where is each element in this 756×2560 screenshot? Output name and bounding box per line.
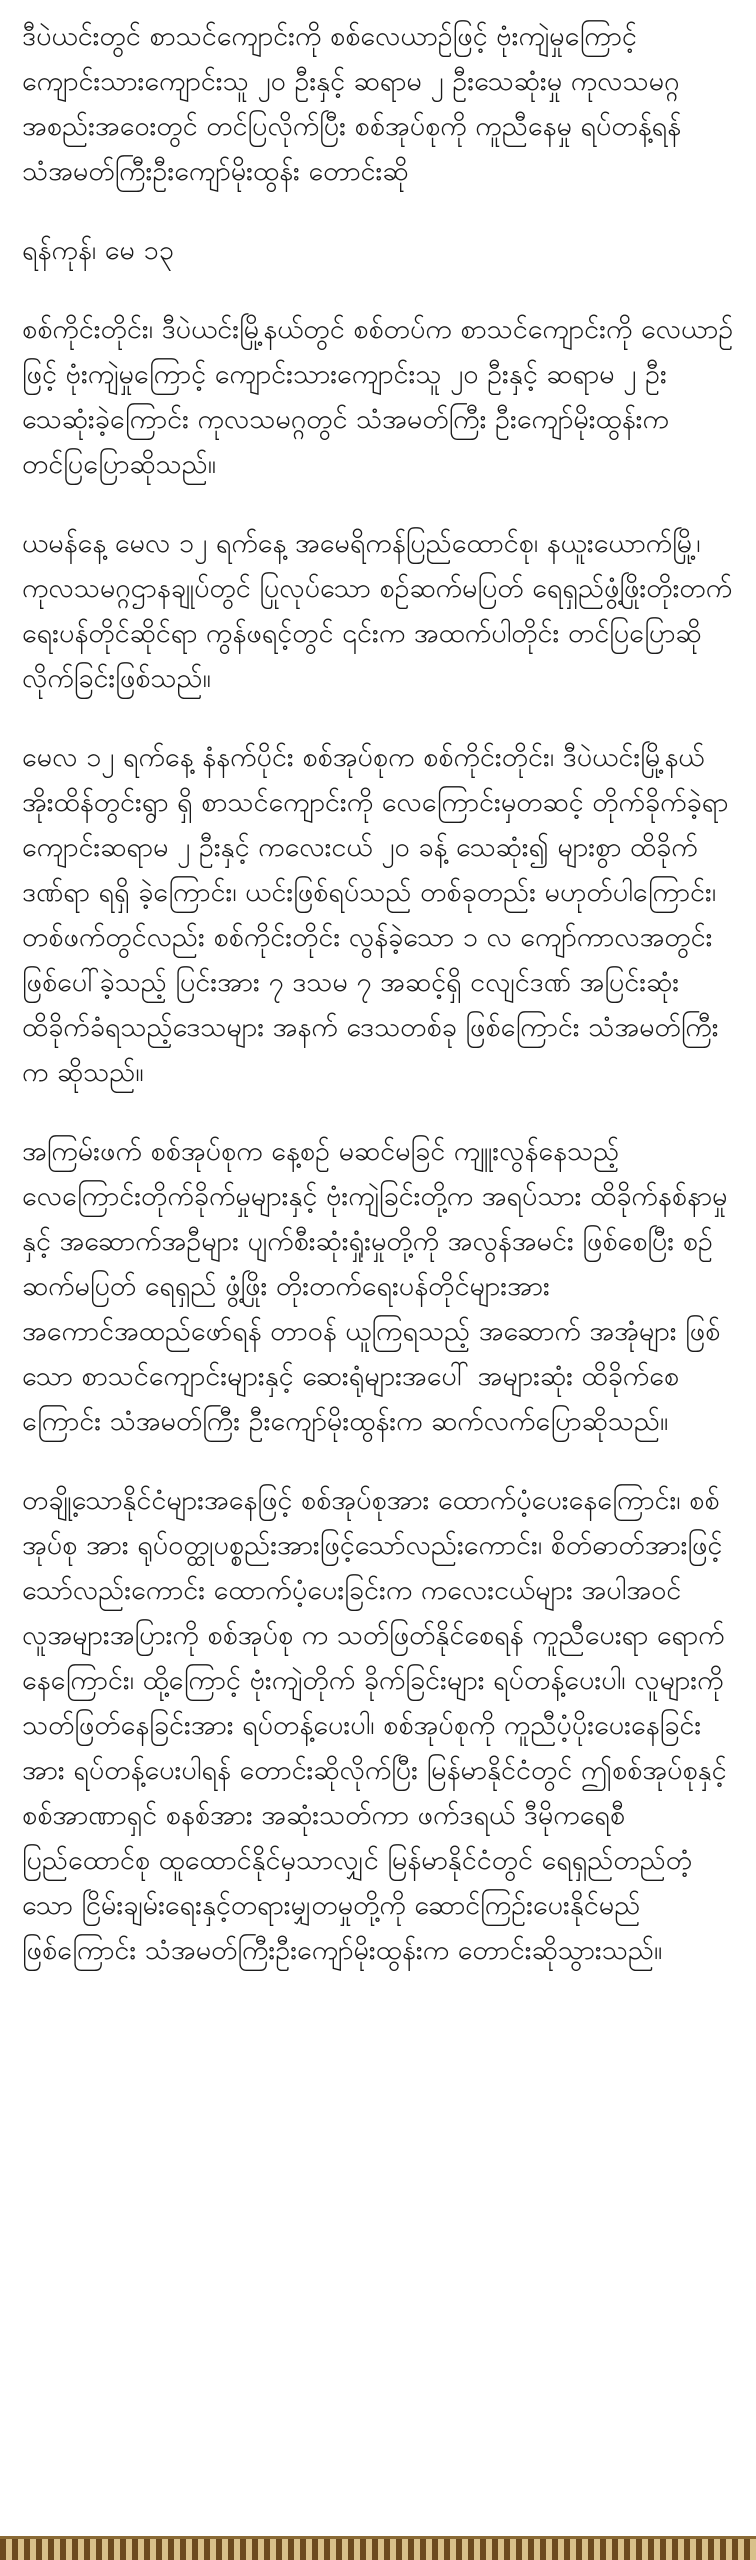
article-paragraph-2: ယမန်နေ့ မေလ ၁၂ ရက်နေ့ အမေရိကန်ပြည်ထောင်စု၊ နယူးယောက်မြို့၊ ကုလသမဂ္ဂဌာနချုပ်တွင် ပြုလုပ်သော စဉ်ဆက်မပြတ် ရေရှည်ဖွံ့ဖြိုးတိုးတက်ရေးပန်တိုင်ဆိုင်ရာ ကွန်ဖရင့်တွင် ၎င်းက အထက်ပါတိုင်း တင်ပြပြောဆိုလိုက်ခြင်းဖြစ်သည်။ <box>22 528 733 694</box>
article-paragraph-1: စစ်ကိုင်းတိုင်း၊ ဒီပဲယင်းမြို့နယ်တွင် စစ်တပ်က စာသင်ကျောင်းကို လေယာဉ်ဖြင့် ဗုံးကျဲမှုကြောင့် ကျောင်းသားကျောင်းသူ ၂၀ ဦးနှင့် ဆရာမ ၂ ဦးသေဆုံးခဲ့ကြောင်း ကုလသမဂ္ဂတွင် သံအမတ်ကြီး ဦးကျော်မိုးထွန်းက တင်ပြပြောဆိုသည်။ <box>22 314 734 480</box>
article-paragraph-4: အကြမ်းဖက် စစ်အုပ်စုက နေ့စဉ် မဆင်မခြင် ကျူးလွန်နေသည့် လေကြောင်းတိုက်ခိုက်မှုများနှင့် ဗုံးကျဲခြင်းတို့က အရပ်သား ထိခိုက်နစ်နာမှုနှင့် အဆောက်အဦများ ပျက်စီးဆုံးရှုံးမှုတို့ကို အလွန်အမင်း ဖြစ်စေပြီး စဉ်ဆက်မပြတ် ရေရှည် ဖွံ့ဖြိုး တိုးတက်ရေးပန်တိုင်များအား အကောင်အထည်ဖော်ရန် တာဝန် ယူကြရသည့် အဆောက် အအုံများ ဖြစ်သော စာသင်ကျောင်းများနှင့် ဆေးရုံများအပေါ် အများဆုံး ထိခိုက်စေကြောင်း သံအမတ်ကြီး ဦးကျော်မိုးထွန်းက ဆက်လက်ပြောဆိုသည်။ <box>22 1136 728 1437</box>
article-paragraph-3: မေလ ၁၂ ရက်နေ့ နံနက်ပိုင်း စစ်အုပ်စုက စစ်ကိုင်းတိုင်း၊ ဒီပဲယင်းမြို့နယ် အိုးထိန်တွင်းရွာ ရှိ စာသင်ကျောင်းကို လေကြောင်းမှတဆင့် တိုက်ခိုက်ခဲ့ရာ ကျောင်းဆရာမ ၂ ဦးနှင့် ကလေးငယ် ၂၀ ခန့် သေဆုံး၍ များစွာ ထိခိုက်ဒဏ်ရာ ရရှိ ခဲ့ကြောင်း၊ ယင်းဖြစ်ရပ်သည် တစ်ခုတည်း မဟုတ်ပါကြောင်း၊ တစ်ဖက်တွင်လည်း စစ်ကိုင်းတိုင်း လွန်ခဲ့သော ၁ လ ကျော်ကာလအတွင်း ဖြစ်ပေါ်ခဲ့သည့် ပြင်းအား ၇ ဒသမ ၇ အဆင့်ရှိ ငလျင်ဒဏ် အပြင်းဆုံး ထိခိုက်ခံရသည့်ဒေသများ အနက် ဒေသတစ်ခု ဖြစ်ကြောင်း သံအမတ်ကြီးက ဆိုသည်။ <box>22 742 729 1088</box>
article-dateline: ရန်ကုန်၊ မေ ၁၃ <box>22 235 174 266</box>
article-paragraph-5: တချို့သောနိုင်ငံများအနေဖြင့် စစ်အုပ်စုအား ထောက်ပံ့ပေးနေကြောင်း၊ စစ်အုပ်စု အား ရုပ်ဝတ္ထုပစ္စည်းအားဖြင့်သော်လည်းကောင်း၊ စိတ်ဓာတ်အားဖြင့် သော်လည်းကောင်း ထောက်ပံ့ပေးခြင်းက ကလေးငယ်များ အပါအဝင် လူအများအပြားကို စစ်အုပ်စု က သတ်ဖြတ်နိုင်စေရန် ကူညီပေးရာ ရောက်နေကြောင်း၊ ထို့ကြောင့် ဗုံးကျဲတိုက် ခိုက်ခြင်းများ ရပ်တန့်ပေးပါ၊ လူများကို သတ်ဖြတ်နေခြင်းအား ရပ်တန့်ပေးပါ၊ စစ်အုပ်စုကို ကူညီပံ့ပိုးပေးနေခြင်းအား ရပ်တန့်ပေးပါရန် တောင်းဆိုလိုက်ပြီး မြန်မာနိုင်ငံတွင် ဤစစ်အုပ်စုနှင့် စစ်အာဏာရှင် စနစ်အား အဆုံးသတ်ကာ ဖက်ဒရယ် ဒီမိုကရေစီ ပြည်ထောင်စု ထူထောင်နိုင်မှသာလျှင် မြန်မာနိုင်ငံတွင် ရေရှည်တည်တံ့သော ငြိမ်းချမ်းရေးနှင့်တရားမျှတမှုတို့ကို ဆောင်ကြဉ်းပေးနိုင်မည်ဖြစ်ကြောင်း သံအမတ်ကြီးဦးကျော်မိုးထွန်းက တောင်းဆိုသွားသည်။ <box>22 1485 727 1966</box>
article-headline: ဒီပဲယင်းတွင် စာသင်ကျောင်းကို စစ်လေယာဉ်ဖြင့် ဗုံးကျဲမှုကြောင့် ကျောင်းသားကျောင်းသူ ၂၀ ဦးနှင့် ဆရာမ ၂ ဦးသေဆုံးမှု ကုလသမဂ္ဂ အစည်းအဝေးတွင် တင်ပြလိုက်ပြီး စစ်အုပ်စုကို ကူညီနေမှု ရပ်တန့်ရန် သံအမတ်ကြီးဦးကျော်မိုးထွန်း တောင်းဆို <box>22 21 682 187</box>
decorative-bottom-border <box>0 2536 756 2560</box>
